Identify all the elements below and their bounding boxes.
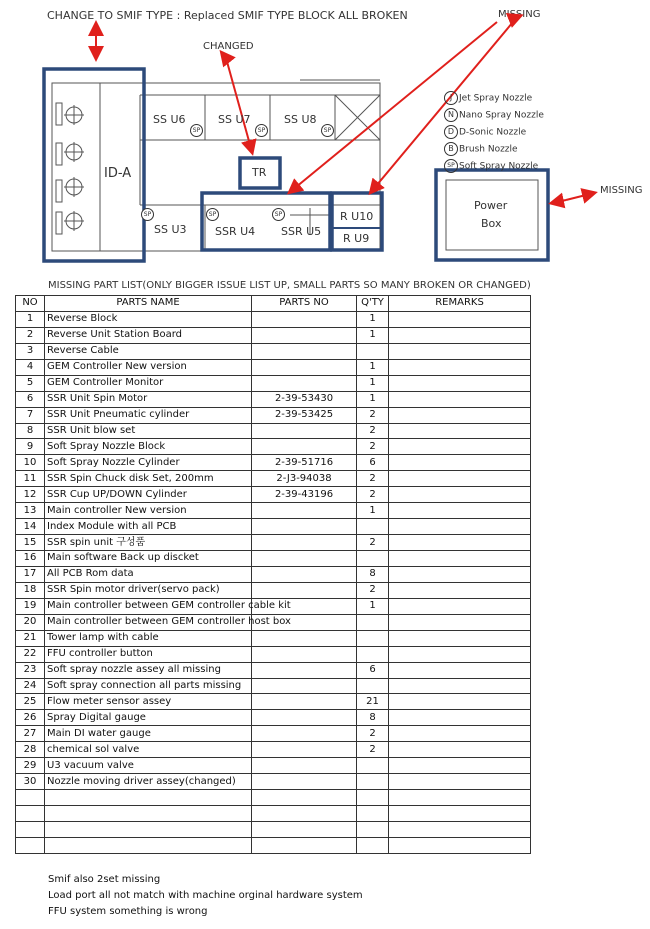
- table-row: [16, 551, 531, 567]
- cell-no: 2: [16, 327, 45, 343]
- note: Smif also 2set missing: [48, 874, 161, 885]
- table-row: [16, 519, 531, 535]
- cell-no: 14: [16, 519, 45, 535]
- cell-no: 1: [16, 311, 45, 327]
- cell-name: Main controller New version: [45, 503, 252, 519]
- cell-part-no: [252, 359, 357, 375]
- column-header: Q'TY: [357, 296, 389, 312]
- cell-qty: 1: [357, 598, 389, 614]
- cell-remarks: [389, 343, 531, 359]
- note: Load port all not match with machine orginal hardware system: [48, 890, 363, 901]
- table-row: [16, 423, 531, 439]
- cell-name: Spray Digital gauge: [45, 710, 252, 726]
- cell-no: 17: [16, 566, 45, 582]
- table-row: [16, 535, 531, 551]
- cell-remarks: [389, 471, 531, 487]
- cell-remarks: [389, 774, 531, 790]
- cell-part-no: [252, 630, 357, 646]
- cell-name: Main DI water gauge: [45, 726, 252, 742]
- cell-remarks: [389, 503, 531, 519]
- cell-no: 8: [16, 423, 45, 439]
- table-row: [16, 582, 531, 598]
- cell-no: 10: [16, 455, 45, 471]
- table-row: [16, 407, 531, 423]
- cell-qty: 8: [357, 710, 389, 726]
- table-row: [16, 598, 531, 614]
- table-row: [16, 455, 531, 471]
- table-row: [16, 566, 531, 582]
- cell-qty: 1: [357, 503, 389, 519]
- cell-name: SSR Unit blow set: [45, 423, 252, 439]
- cell-remarks: [389, 662, 531, 678]
- cell-part-no: [252, 774, 357, 790]
- cell-remarks: [389, 694, 531, 710]
- cell-no: 4: [16, 359, 45, 375]
- cell-qty: [357, 551, 389, 567]
- cell-no: [16, 806, 45, 822]
- cell-remarks: [389, 519, 531, 535]
- cell-name: GEM Controller Monitor: [45, 375, 252, 391]
- cell-no: 30: [16, 774, 45, 790]
- cell-part-no: [252, 439, 357, 455]
- cell-qty: [357, 821, 389, 837]
- cell-qty: 2: [357, 582, 389, 598]
- cell-part-no: [252, 646, 357, 662]
- cell-name: Soft spray connection all parts missing: [45, 678, 252, 694]
- cell-part-no: 2-J3-94038: [252, 471, 357, 487]
- power-box-line2: Box: [481, 217, 502, 230]
- sp-marker: SP: [206, 208, 219, 221]
- power-box-line1: Power: [474, 199, 508, 212]
- cell-remarks: [389, 742, 531, 758]
- table-row: [16, 375, 531, 391]
- cell-qty: [357, 790, 389, 806]
- cell-qty: 2: [357, 423, 389, 439]
- cell-name: GEM Controller New version: [45, 359, 252, 375]
- note: FFU system something is wrong: [48, 906, 208, 917]
- table-row: [16, 439, 531, 455]
- cell-qty: 1: [357, 391, 389, 407]
- cell-part-no: [252, 790, 357, 806]
- cell-part-no: 2-39-51716: [252, 455, 357, 471]
- cell-part-no: [252, 375, 357, 391]
- table-row: [16, 726, 531, 742]
- cell-no: 13: [16, 503, 45, 519]
- table-row: [16, 694, 531, 710]
- cell-qty: 1: [357, 375, 389, 391]
- cell-qty: [357, 630, 389, 646]
- cell-qty: [357, 806, 389, 822]
- cell-no: 9: [16, 439, 45, 455]
- cell-remarks: [389, 407, 531, 423]
- cell-part-no: 2-39-53425: [252, 407, 357, 423]
- cell-name: [45, 837, 252, 853]
- cell-name: chemical sol valve: [45, 742, 252, 758]
- ssr-u5-label: SSR U5: [281, 225, 322, 238]
- cell-name: Soft Spray Nozzle Block: [45, 439, 252, 455]
- cell-remarks: [389, 566, 531, 582]
- cell-name: All PCB Rom data: [45, 566, 252, 582]
- cell-remarks: [389, 598, 531, 614]
- table-row: [16, 821, 531, 837]
- cell-name: SSR Cup UP/DOWN Cylinder: [45, 487, 252, 503]
- cell-name: [45, 821, 252, 837]
- cell-qty: [357, 646, 389, 662]
- table-row: [16, 311, 531, 327]
- cell-no: 23: [16, 662, 45, 678]
- cell-remarks: [389, 582, 531, 598]
- table-row: [16, 503, 531, 519]
- cell-remarks: [389, 487, 531, 503]
- cell-remarks: [389, 726, 531, 742]
- changed-label: CHANGED: [203, 41, 254, 52]
- cell-qty: 6: [357, 455, 389, 471]
- cell-qty: 2: [357, 471, 389, 487]
- cell-no: 26: [16, 710, 45, 726]
- cell-remarks: [389, 551, 531, 567]
- cell-remarks: [389, 375, 531, 391]
- cell-part-no: [252, 566, 357, 582]
- table-row: [16, 837, 531, 853]
- cell-qty: 2: [357, 487, 389, 503]
- cell-qty: [357, 837, 389, 853]
- cell-no: 18: [16, 582, 45, 598]
- cell-name: Tower lamp with cable: [45, 630, 252, 646]
- sp-marker: SP: [190, 124, 203, 137]
- cell-name: SSR Spin Chuck disk Set, 200mm: [45, 471, 252, 487]
- cell-name: SSR spin unit 구성품: [45, 535, 252, 551]
- cell-remarks: [389, 646, 531, 662]
- cell-part-no: [252, 327, 357, 343]
- table-row: [16, 742, 531, 758]
- column-header: NO: [16, 296, 45, 312]
- cell-name: [45, 806, 252, 822]
- column-header: PARTS NAME: [45, 296, 252, 312]
- cell-part-no: [252, 311, 357, 327]
- cell-part-no: [252, 423, 357, 439]
- cell-part-no: [252, 343, 357, 359]
- cell-qty: [357, 343, 389, 359]
- cell-name: Main controller between GEM controller cable kit: [45, 598, 252, 614]
- cell-part-no: [252, 821, 357, 837]
- cell-qty: 2: [357, 439, 389, 455]
- sp-marker: SP: [272, 208, 285, 221]
- table-row: [16, 790, 531, 806]
- cell-name: Index Module with all PCB: [45, 519, 252, 535]
- missing-right-label: MISSING: [600, 185, 643, 196]
- cell-name: U3 vacuum valve: [45, 758, 252, 774]
- cell-part-no: [252, 662, 357, 678]
- cell-qty: 2: [357, 407, 389, 423]
- sp-marker: SP: [321, 124, 334, 137]
- cell-qty: [357, 758, 389, 774]
- cell-no: 25: [16, 694, 45, 710]
- cell-remarks: [389, 535, 531, 551]
- ssr-u4-label: SSR U4: [215, 225, 256, 238]
- cell-no: [16, 821, 45, 837]
- cell-qty: 2: [357, 726, 389, 742]
- table-header-row: [16, 296, 531, 312]
- cell-qty: [357, 614, 389, 630]
- cell-name: Soft spray nozzle assey all missing: [45, 662, 252, 678]
- cell-part-no: [252, 503, 357, 519]
- cell-no: [16, 790, 45, 806]
- cell-part-no: [252, 758, 357, 774]
- cell-qty: 1: [357, 311, 389, 327]
- table-row: [16, 710, 531, 726]
- r-u9-label: R U9: [343, 232, 370, 245]
- cell-no: [16, 837, 45, 853]
- cell-no: 28: [16, 742, 45, 758]
- cell-qty: [357, 678, 389, 694]
- cell-part-no: [252, 726, 357, 742]
- cell-no: 27: [16, 726, 45, 742]
- ss-u3-label: SS U3: [154, 223, 187, 236]
- cell-remarks: [389, 821, 531, 837]
- cell-name: Flow meter sensor assey: [45, 694, 252, 710]
- cell-part-no: [252, 710, 357, 726]
- cell-name: Main software Back up discket: [45, 551, 252, 567]
- table-row: [16, 487, 531, 503]
- cell-part-no: [252, 806, 357, 822]
- cell-remarks: [389, 630, 531, 646]
- table-row: [16, 359, 531, 375]
- cell-name: SSR Unit Pneumatic cylinder: [45, 407, 252, 423]
- legend-item: J Jet Spray Nozzle: [444, 91, 532, 105]
- cell-part-no: [252, 678, 357, 694]
- cell-no: 12: [16, 487, 45, 503]
- table-row: [16, 343, 531, 359]
- missing-top-label: MISSING: [498, 9, 541, 20]
- table-row: [16, 327, 531, 343]
- cell-name: Soft Spray Nozzle Cylinder: [45, 455, 252, 471]
- sp-marker: SP: [255, 124, 268, 137]
- ss-u8-label: SS U8: [284, 113, 317, 126]
- cell-remarks: [389, 837, 531, 853]
- cell-name: [45, 790, 252, 806]
- cell-part-no: [252, 837, 357, 853]
- cell-no: 24: [16, 678, 45, 694]
- table-row: [16, 758, 531, 774]
- ss-u6-label: SS U6: [153, 113, 186, 126]
- table-row: [16, 630, 531, 646]
- cell-remarks: [389, 806, 531, 822]
- cell-remarks: [389, 455, 531, 471]
- cell-part-no: [252, 535, 357, 551]
- cell-no: 7: [16, 407, 45, 423]
- cell-no: 15: [16, 535, 45, 551]
- table-row: [16, 471, 531, 487]
- legend-item: SP Soft Spray Nozzle: [444, 159, 538, 173]
- cell-no: 20: [16, 614, 45, 630]
- cell-remarks: [389, 439, 531, 455]
- cell-name: Reverse Unit Station Board: [45, 327, 252, 343]
- cell-remarks: [389, 311, 531, 327]
- cell-no: 11: [16, 471, 45, 487]
- legend-item: D D-Sonic Nozzle: [444, 125, 526, 139]
- table-row: [16, 662, 531, 678]
- cell-name: FFU controller button: [45, 646, 252, 662]
- id-a-label: ID-A: [104, 166, 132, 181]
- cell-part-no: 2-39-53430: [252, 391, 357, 407]
- table-row: [16, 614, 531, 630]
- cell-part-no: [252, 742, 357, 758]
- cell-no: 29: [16, 758, 45, 774]
- table-title: MISSING PART LIST(ONLY BIGGER ISSUE LIST UP, SMALL PARTS SO MANY BROKEN OR CHANGED): [48, 280, 531, 291]
- cell-remarks: [389, 710, 531, 726]
- cell-no: 16: [16, 551, 45, 567]
- cell-remarks: [389, 678, 531, 694]
- cell-name: Reverse Cable: [45, 343, 252, 359]
- cell-remarks: [389, 359, 531, 375]
- cell-remarks: [389, 790, 531, 806]
- cell-name: Nozzle moving driver assey(changed): [45, 774, 252, 790]
- cell-part-no: [252, 551, 357, 567]
- table-row: [16, 678, 531, 694]
- cell-no: 22: [16, 646, 45, 662]
- cell-remarks: [389, 423, 531, 439]
- cell-qty: 21: [357, 694, 389, 710]
- cell-qty: 2: [357, 742, 389, 758]
- equipment-layout-diagram: [0, 0, 650, 290]
- cell-name: Main controller between GEM controller host box: [45, 614, 252, 630]
- change-note: CHANGE TO SMIF TYPE : Replaced SMIF TYPE BLOCK ALL BROKEN: [47, 9, 408, 22]
- cell-no: 5: [16, 375, 45, 391]
- cell-qty: 6: [357, 662, 389, 678]
- column-header: PARTS NO: [252, 296, 357, 312]
- cell-no: 6: [16, 391, 45, 407]
- tr-label: TR: [252, 166, 267, 179]
- cell-no: 3: [16, 343, 45, 359]
- cell-qty: 2: [357, 535, 389, 551]
- cell-qty: [357, 774, 389, 790]
- column-header: REMARKS: [389, 296, 531, 312]
- table-row: [16, 806, 531, 822]
- r-u10-label: R U10: [340, 210, 374, 223]
- table-row: [16, 391, 531, 407]
- legend-item: N Nano Spray Nozzle: [444, 108, 544, 122]
- sp-marker: SP: [141, 208, 154, 221]
- cell-part-no: [252, 582, 357, 598]
- cell-qty: 1: [357, 359, 389, 375]
- table-row: [16, 774, 531, 790]
- legend-item: B Brush Nozzle: [444, 142, 518, 156]
- cell-remarks: [389, 614, 531, 630]
- cell-name: SSR Unit Spin Motor: [45, 391, 252, 407]
- cell-qty: 1: [357, 327, 389, 343]
- cell-remarks: [389, 327, 531, 343]
- cell-remarks: [389, 391, 531, 407]
- cell-part-no: 2-39-43196: [252, 487, 357, 503]
- cell-part-no: [252, 694, 357, 710]
- cell-no: 19: [16, 598, 45, 614]
- ss-u7-label: SS U7: [218, 113, 251, 126]
- cell-name: SSR Spin motor driver(servo pack): [45, 582, 252, 598]
- cell-no: 21: [16, 630, 45, 646]
- cell-qty: 8: [357, 566, 389, 582]
- cell-part-no: [252, 519, 357, 535]
- cell-qty: [357, 519, 389, 535]
- missing-parts-table: [15, 295, 531, 854]
- cell-remarks: [389, 758, 531, 774]
- table-row: [16, 646, 531, 662]
- cell-name: Reverse Block: [45, 311, 252, 327]
